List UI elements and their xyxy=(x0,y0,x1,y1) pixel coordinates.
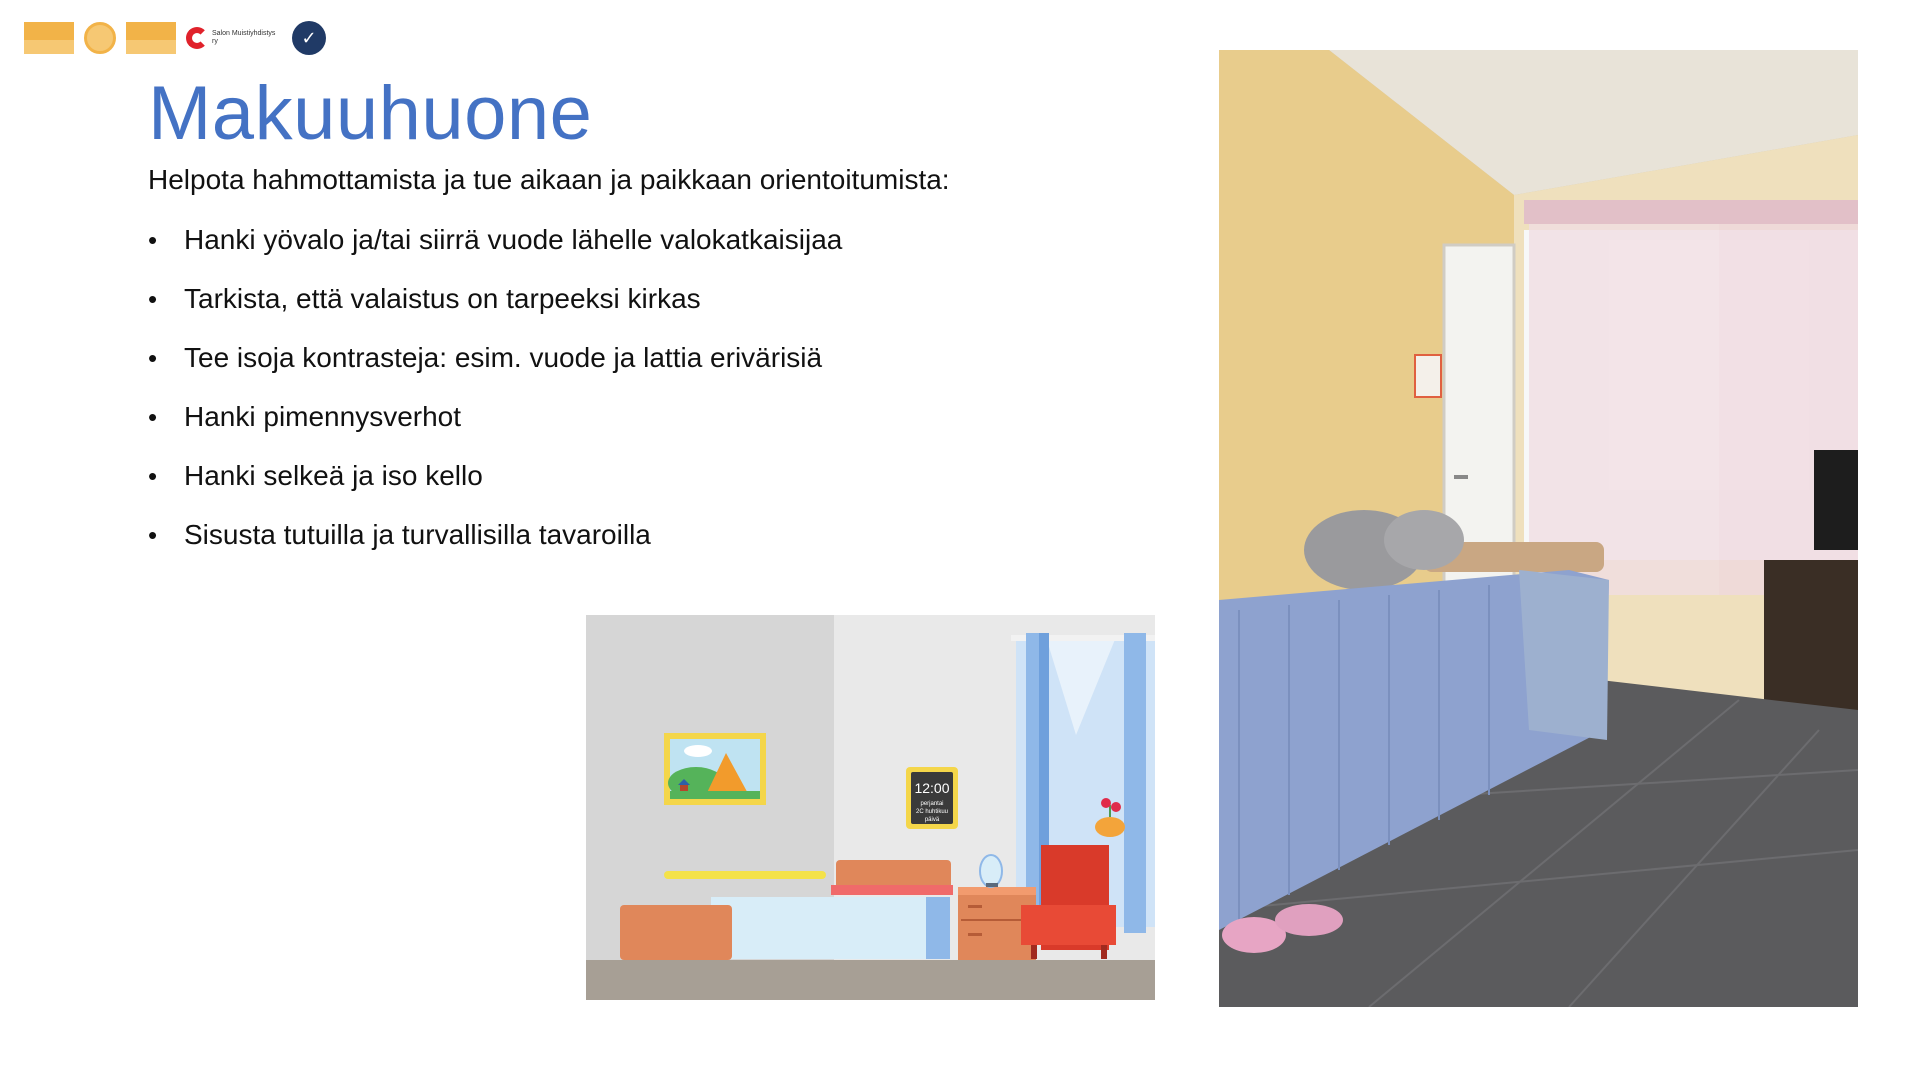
slide-intro: Helpota hahmottamista ja tue aikaan ja paikkaan orientoitumista: xyxy=(148,164,950,195)
building-logo-icon xyxy=(126,22,176,54)
bullet-list xyxy=(148,220,842,574)
bullet-item: • Hanki yövalo ja/tai siirrä vuode lähelle valokatkaisijaa xyxy=(148,220,842,279)
landscape-picture-icon xyxy=(664,733,766,805)
bullet-item: • Hanki selkeä ja iso kello xyxy=(148,456,842,515)
digital-clock-icon xyxy=(906,767,958,829)
bullet-item: • Tee isoja kontrasteja: esim. vuode ja lattia erivärisiä xyxy=(148,338,842,397)
clock-extra2: päivä xyxy=(924,817,940,823)
red-swirl-logo-icon xyxy=(186,27,282,49)
bullet-item: • Tarkista, että valaistus on tarpeeksi kirkas xyxy=(148,279,842,338)
bullet-item: • Sisusta tutuilla ja turvallisilla tavaroilla xyxy=(148,515,842,574)
night-light-icon xyxy=(664,871,826,879)
clock-time: 12:00 xyxy=(914,780,950,796)
red-logo-text: Salon Muistiyhdistys ry xyxy=(212,30,276,45)
city-skyline-logo-icon xyxy=(24,22,74,54)
partner-logos xyxy=(24,18,326,58)
round-emblem-logo-icon xyxy=(84,22,116,54)
red-swirl-mark xyxy=(186,27,208,49)
bedroom-photo xyxy=(1219,50,1858,1007)
slide-title: Makuuhuone xyxy=(148,71,593,156)
clock-day: perjantai xyxy=(920,801,944,807)
bedroom-illustration xyxy=(586,615,1155,1000)
navy-bird-logo-icon: ✓ xyxy=(292,21,326,55)
bullet-item: • Hanki pimennysverhot xyxy=(148,397,842,456)
clock-extra: 2C huhtikuu xyxy=(915,809,949,815)
